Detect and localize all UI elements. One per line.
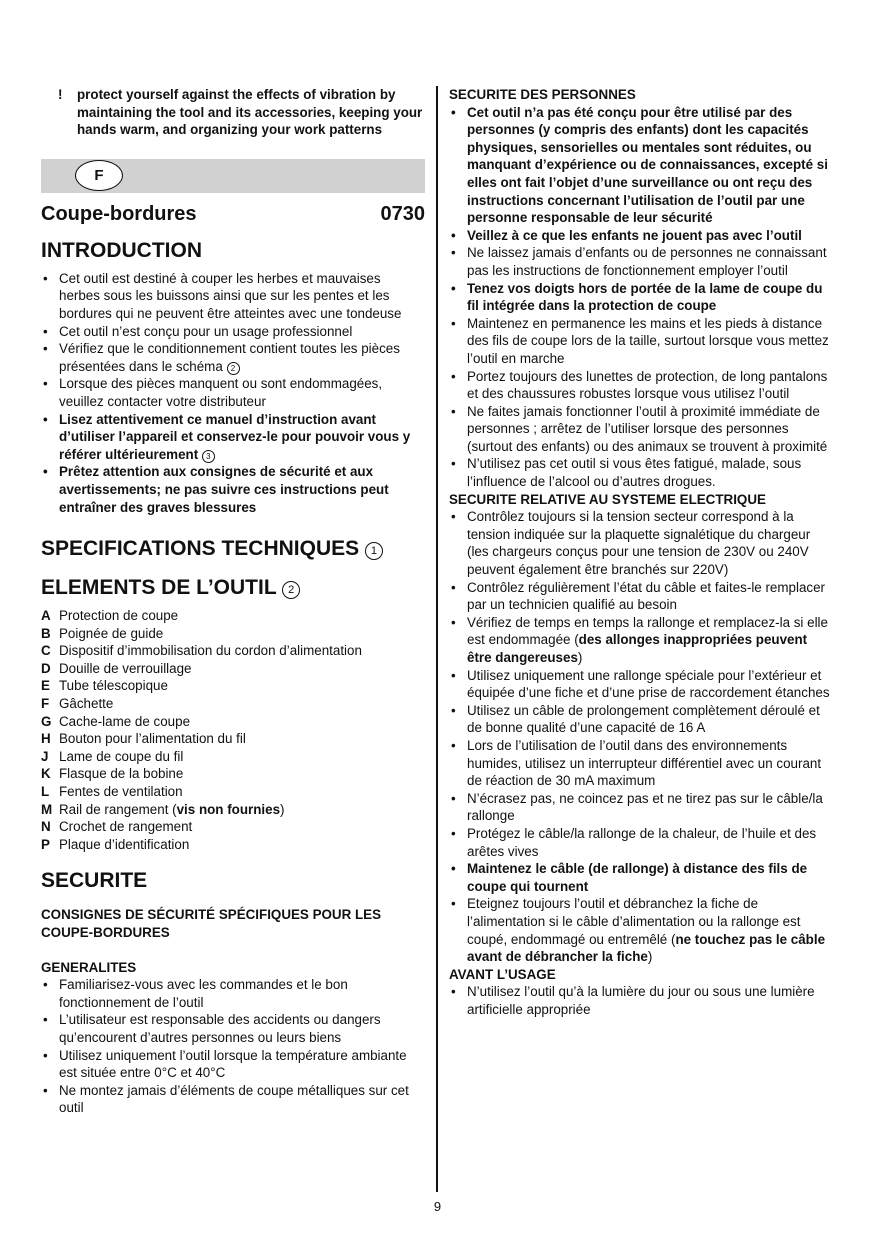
part-row: H Bouton pour l’alimentation du fil <box>41 731 246 747</box>
list-item: • Maintenez en permanence les mains et les pieds à distance des fils de coupe lors de la taille, surtout lorsque vous mettez l’outil en marche <box>449 315 835 368</box>
list-item: • Lorsque des pièces manquent ou sont endommagées, veuillez contacter votre distributeur <box>41 375 425 410</box>
list-item: • Vérifiez que le conditionnement contient toutes les pièces présentées dans le schéma 2 <box>41 340 425 375</box>
product-heading <box>41 202 425 226</box>
list-item: • Cet outil n’est conçu pour un usage professionnel <box>41 323 425 341</box>
list-item: • Utilisez un câble de prolongement complètement déroulé et de bonne qualité d’une capacité de 16 A <box>449 702 835 737</box>
list-item: • Familiarisez-vous avec les commandes et le bon fonctionnement de l’outil <box>41 976 425 1011</box>
list-item: • Contrôlez toujours si la tension secteur correspond à la tension indiquée sur la plaquette signalétique du chargeur (les chargeurs conçus pour une tension de 230V ou 240V peuvent également être branchés sur 220V) <box>449 508 835 578</box>
generalites-list <box>41 976 425 1117</box>
list-item: • Utilisez uniquement l’outil lorsque la température ambiante est située entre 0°C et 40°C <box>41 1047 425 1082</box>
figure-ref: 2 <box>282 581 300 599</box>
vibration-warning <box>41 86 425 139</box>
list-item: • Ne laissez jamais d’enfants ou de personnes ne connaissant pas les instructions de fonctionnement employer l’outil <box>449 244 835 279</box>
list-item: • Vérifiez de temps en temps la rallonge et remplacez-la si elle est endommagée (des allonges inappropriées peuvent être dangereuses) <box>449 614 835 667</box>
part-row: P Plaque d’identification <box>41 836 190 852</box>
list-item: • Portez toujours des lunettes de protection, de long pantalons et des chaussures robustes lorsque vous utilisez l’outil <box>449 368 835 403</box>
part-row: A Protection de coupe <box>41 608 179 624</box>
list-item: • Prêtez attention aux consignes de sécurité et aux avertissements; ne pas suivre ces instructions peut entraîner des graves blessures <box>41 463 425 516</box>
part-row: K Flasque de la bobine <box>41 766 184 782</box>
page-number: 9 <box>433 1199 442 1214</box>
elements-title: ELEMENTS DE L’OUTIL 2 <box>41 575 425 601</box>
list-item: • N’utilisez l’outil qu’à la lumière du jour ou sous une lumière artificielle appropriée <box>449 983 835 1018</box>
part-row: F Gâchette <box>41 696 114 712</box>
figure-ref: 2 <box>227 362 240 375</box>
personnes-title: SECURITE DES PERSONNES <box>449 87 636 102</box>
introduction-title: INTRODUCTION <box>41 238 202 262</box>
list-item: • Cet outil est destiné à couper les herbes et mauvaises herbes sous les buissons ainsi que sur les pentes et les bordures qui ne peuvent être atteintes avec une tondeuse <box>41 270 425 323</box>
list-item: • L’utilisateur est responsable des accidents ou dangers qu’encourent d’autres personnes ou leurs biens <box>41 1011 425 1046</box>
consignes-title: CONSIGNES DE SÉCURITÉ SPÉCIFIQUES POUR LES COUPE-BORDURES <box>41 907 382 940</box>
specs-title: SPECIFICATIONS TECHNIQUES 1 <box>41 536 425 562</box>
list-item: • Tenez vos doigts hors de portée de la lame de coupe du fil intégrée dans la protection de coupe <box>449 280 835 315</box>
list-item: • Utilisez uniquement une rallonge spéciale pour l’extérieur et équipée d’une fiche et d’une prise de raccordement étanches <box>449 667 835 702</box>
introduction-list <box>41 270 425 516</box>
list-item: • Contrôlez régulièrement l’état du câble et faites-le remplacer par un technicien qualifié au besoin <box>449 579 835 614</box>
warning-mark: ! <box>58 87 63 102</box>
list-item: • N’utilisez pas cet outil si vous êtes fatigué, malade, sous l’influence de l’alcool ou d’autres drogues. <box>449 455 835 490</box>
list-item: • N’écrasez pas, ne coincez pas et ne tirez pas sur le câble/la rallonge <box>449 790 835 825</box>
electrique-title: SECURITE RELATIVE AU SYSTEME ELECTRIQUE <box>449 491 766 507</box>
list-item: • Protégez le câble/la rallonge de la chaleur, de l’huile et des arêtes vives <box>449 825 835 860</box>
part-row: M Rail de rangement (vis non fournies) <box>41 801 285 817</box>
language-bar <box>41 159 425 193</box>
list-item: • Ne montez jamais d’éléments de coupe métalliques sur cet outil <box>41 1082 425 1117</box>
list-item: • Lisez attentivement ce manuel d’instruction avant d’utiliser l’appareil et conservez-le pour pouvoir vous y référer ultérieurement 3 <box>41 411 425 464</box>
list-item: • Cet outil n’a pas été conçu pour être utilisé par des personnes (y compris des enfants) dont les capacités physiques, sensorielles ou mentales sont réduites, ou manquant d’expérience ou de connaissances, excepté si elles ont fait l’objet d’une surveillance ou ont reçu des instructions concernant l’utilisation de l’outil par une personne responsable de leur sécurité <box>449 104 835 227</box>
part-row: E Tube télescopique <box>41 678 168 694</box>
figure-ref: 3 <box>202 450 215 463</box>
avant-title: AVANT L’USAGE <box>449 966 556 982</box>
parts-list <box>41 607 425 853</box>
list-item: • Veillez à ce que les enfants ne jouent pas avec l’outil <box>449 227 835 245</box>
list-item: • Eteignez toujours l’outil et débranchez la fiche de l’alimentation si le câble d’alimentation ou la rallonge est coupé, endommagé ou entremêlé (ne touchez pas le câble avant de débrancher la fiche) <box>449 895 835 965</box>
part-row: N Crochet de rangement <box>41 819 193 835</box>
personnes-list <box>449 104 835 491</box>
generalites-title: GENERALITES <box>41 959 137 975</box>
language-badge: F <box>75 160 123 191</box>
securite-title: SECURITE <box>41 869 148 893</box>
part-row: C Dispositif d’immobilisation du cordon d’alimentation <box>41 643 362 659</box>
part-row: B Poignée de guide <box>41 625 164 641</box>
list-item: • Ne faites jamais fonctionner l’outil à proximité immédiate de personnes ; arrêtez de l’utiliser lorsque des personnes (surtout des enfants) ou des animaux se trouvent à proximité <box>449 403 835 456</box>
figure-ref: 1 <box>365 542 383 560</box>
list-item: • Maintenez le câble (de rallonge) à distance des fils de coupe qui tournent <box>449 860 835 895</box>
electrique-list <box>449 508 835 965</box>
list-item: • Lors de l’utilisation de l’outil dans des environnements humides, utilisez un interrupteur différentiel avec un courant de réaction de 30 mA maximum <box>449 737 835 790</box>
part-row: J Lame de coupe du fil <box>41 748 184 764</box>
part-row: L Fentes de ventilation <box>41 784 183 800</box>
left-column <box>41 86 425 1117</box>
product-code: 0730 <box>380 202 425 225</box>
column-divider <box>436 86 438 1192</box>
avant-list <box>449 983 835 1018</box>
part-row: D Douille de verrouillage <box>41 660 192 676</box>
warning-text: protect yourself against the effects of vibration by maintaining the tool and its accessories, keeping your hands warm, and organizing your work patterns <box>77 87 423 138</box>
right-column <box>449 86 835 1018</box>
part-row: G Cache-lame de coupe <box>41 713 191 729</box>
product-name: Coupe-bordures <box>41 202 197 225</box>
